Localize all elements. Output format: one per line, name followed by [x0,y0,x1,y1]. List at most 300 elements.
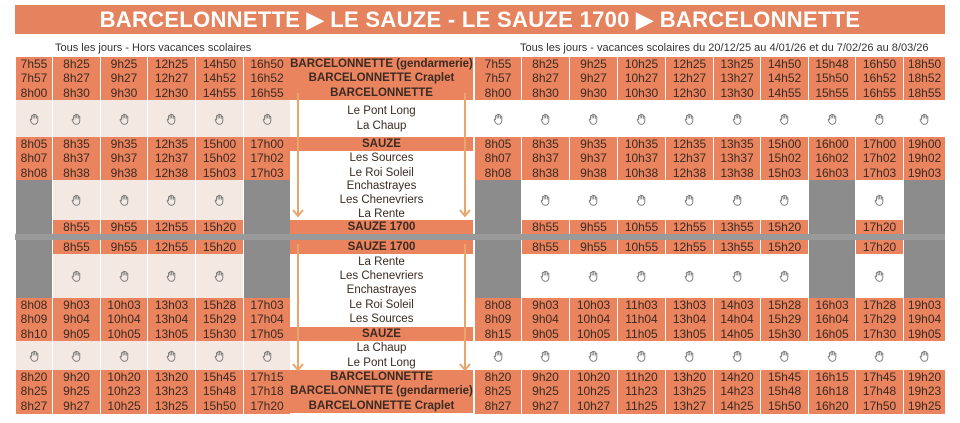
departure-time: 15h02 [202,151,237,166]
departure-time: 16h03 [815,165,849,180]
timetable-section [0,57,960,100]
stop-name: Les Chenevriers [339,193,424,206]
stop-group [290,254,473,298]
time-cell [147,240,195,254]
time-cell [15,57,52,100]
departure-time: 15h29 [767,312,802,327]
time-cell [569,57,617,100]
stop-name: SAUZE 1700 [290,220,473,234]
request-stop-cell [195,100,243,137]
departure-time: 9h04 [532,312,559,327]
departure-time: 15h50 [767,398,802,413]
departure-time: 8h09 [20,312,48,327]
time-cell [760,298,808,341]
departure-time: 15h50 [202,398,237,413]
departure-time: 8h37 [63,151,90,166]
departure-time: 19h04 [907,312,942,327]
departure-time: 8h37 [532,151,559,166]
hand-icon [101,341,147,370]
departure-time: 9h05 [63,326,90,341]
departure-time: 13h25 [720,57,754,71]
hand-icon [53,341,100,370]
departure-time: 15h03 [767,165,802,180]
time-cell [617,57,665,100]
departure-time: 10h04 [576,312,611,327]
stop-name: Le Pont Long [347,105,416,118]
departure-time: 12h55 [154,220,189,234]
stop-group [290,180,473,220]
departure-time: 16h55 [250,85,284,100]
departure-time: 8h07 [20,151,48,166]
stop-name: BARCELONNETTE (gendarmerie) [290,385,473,398]
departure-time: 15h03 [202,165,237,180]
departure-time: 10h03 [107,298,141,312]
hand-icon [16,341,52,370]
departure-time: 15h28 [202,298,237,312]
time-cell [521,137,569,180]
departure-time: 8h08 [20,165,48,180]
time-cell [243,298,290,341]
time-cell [665,137,713,180]
stop-name: BARCELONNETTE [290,370,473,384]
departure-time: 12h35 [672,137,707,151]
time-cell [713,220,760,234]
hand-icon [148,100,195,137]
request-stop-cell [195,180,243,220]
hand-icon [904,100,945,137]
departure-time: 13h04 [672,312,707,327]
departure-time: 16h00 [815,137,849,151]
no-service-cell [903,180,945,220]
departure-time: 8h27 [532,71,559,86]
time-cell [808,57,855,100]
departure-time: 19h00 [907,137,942,151]
departure-time: 14h52 [202,71,237,86]
departure-time: 15h45 [202,370,237,384]
departure-time: 12h25 [672,57,707,71]
timetable-section [0,240,960,254]
time-cell [903,370,945,414]
hand-icon [714,254,760,298]
departure-time: 17h45 [862,370,897,384]
request-stop-cell [100,100,147,137]
time-cell [569,220,617,234]
time-cell [855,370,903,414]
hand-icon [148,180,195,220]
timetable-section [0,180,960,220]
time-cell [147,370,195,414]
stop-group [290,100,473,137]
no-service-cell [474,254,521,298]
hand-icon [666,180,713,220]
hand-icon [53,180,100,220]
departure-time: 17h30 [862,326,897,341]
time-cell [474,137,521,180]
time-cell [100,370,147,414]
stop-name: BARCELONNETTE [290,86,473,100]
hand-icon [196,100,243,137]
departure-time: 14h04 [720,312,754,327]
departure-time: 19h03 [907,298,942,312]
hand-icon [761,341,808,370]
departure-time: 8h00 [484,85,512,100]
departure-time: 12h30 [672,85,707,100]
hand-icon [16,100,52,137]
hand-icon [618,254,665,298]
time-cell [665,57,713,100]
time-cell [52,370,100,414]
departure-time: 16h50 [862,57,897,71]
departure-time: 8h08 [20,298,48,312]
departure-time: 17h20 [862,220,897,234]
hand-icon [570,254,617,298]
time-cell [243,370,290,414]
timetable-section [0,341,960,370]
time-cell [569,298,617,341]
time-cell [15,298,52,341]
request-stop-cell [521,100,569,137]
departure-time: 10h55 [624,240,659,254]
request-stop-cell [713,180,760,220]
time-cell [521,298,569,341]
hand-icon [475,341,521,370]
stop-name: SAUZE [290,137,473,151]
stop-name: Enchastrayes [346,284,417,297]
departure-time: 18h52 [907,71,942,86]
time-cell [15,370,52,414]
request-stop-cell [474,100,521,137]
hand-icon [101,100,147,137]
stop-name: Enchastrayes [346,179,417,192]
request-stop-cell [665,254,713,298]
departure-time: 9h27 [580,71,607,86]
time-cell [521,57,569,100]
request-stop-cell [855,341,903,370]
request-stop-cell [760,341,808,370]
departure-time: 19h05 [907,326,942,341]
time-cell [808,370,855,414]
departure-time: 12h27 [154,71,189,86]
time-cell [617,220,665,234]
departure-time: 9h03 [63,298,90,312]
departure-time: 8h30 [63,85,90,100]
left-caption: Tous les jours - Hors vacances scolaires [55,42,252,54]
departure-time: 10h27 [624,71,659,86]
request-stop-cell [713,341,760,370]
time-cell [760,220,808,234]
stop-name: La Rente [358,208,405,221]
request-stop-cell [617,254,665,298]
departure-time: 13h30 [720,85,754,100]
time-cell [617,137,665,180]
departure-time: 13h55 [720,220,754,234]
time-cell [52,298,100,341]
departure-time: 15h28 [767,298,802,312]
departure-time: 17h20 [862,240,897,254]
time-cell [243,57,290,100]
departure-time: 13h27 [672,398,707,413]
time-cell [147,137,195,180]
departure-time: 8h09 [484,312,512,327]
departure-time: 9h38 [580,165,607,180]
departure-time: 8h08 [484,165,512,180]
request-stop-cell [100,341,147,370]
departure-time: 8h25 [532,57,559,71]
hand-icon [856,180,903,220]
departure-time: 16h03 [815,298,849,312]
hand-icon [666,100,713,137]
departure-time: 17h03 [862,165,897,180]
time-cell [760,370,808,414]
request-stop-cell [760,100,808,137]
hand-icon [618,341,665,370]
hand-icon [618,100,665,137]
time-cell [617,240,665,254]
no-service-cell [808,240,855,254]
stop-name: Les Sources [290,312,473,326]
departure-time: 10h23 [107,384,141,399]
hand-icon [714,180,760,220]
departure-time: 8h08 [484,298,512,312]
departure-time: 16h52 [862,71,897,86]
departure-time: 13h38 [720,165,754,180]
departure-time: 8h10 [20,326,48,341]
departure-time: 16h20 [815,398,849,413]
no-service-cell [474,240,521,254]
hand-icon [570,341,617,370]
time-cell [569,137,617,180]
departure-time: 10h35 [624,137,659,151]
time-cell [903,57,945,100]
departure-time: 9h35 [110,137,138,151]
departure-time: 10h05 [107,326,141,341]
departure-time: 9h03 [532,298,559,312]
hand-icon [809,341,855,370]
departure-time: 15h48 [767,384,802,399]
departure-time: 17h29 [862,312,897,327]
departure-time: 15h45 [767,370,802,384]
time-cell [617,298,665,341]
hand-icon [101,254,147,298]
time-cell [665,220,713,234]
departure-time: 14h03 [720,298,754,312]
time-cell [474,57,521,100]
departure-time: 9h25 [532,384,559,399]
time-cell [52,240,100,254]
request-stop-cell [243,341,290,370]
stop-name: Les Chenevriers [339,269,424,282]
time-cell [855,298,903,341]
hand-icon [522,180,569,220]
no-service-cell [903,220,945,234]
time-cell [474,298,521,341]
departure-time: 9h20 [63,370,90,384]
time-cell [665,240,713,254]
departure-time: 8h20 [20,370,48,384]
no-service-cell [15,254,52,298]
request-stop-cell [521,180,569,220]
time-cell [713,137,760,180]
no-service-cell [903,254,945,298]
departure-time: 9h55 [110,220,138,234]
departure-time: 17h03 [250,298,284,312]
departure-time: 10h03 [576,298,611,312]
no-service-cell [474,180,521,220]
departure-time: 9h27 [110,71,138,86]
stop-name: BARCELONNETTE (gendarmerie) [290,58,473,70]
departure-time: 15h20 [202,220,237,234]
stop-name: Le Roi Soleil [290,166,473,180]
departure-time: 15h48 [202,384,237,399]
request-stop-cell [147,100,195,137]
hand-icon [856,341,903,370]
departure-time: 10h05 [576,326,611,341]
departure-time: 13h05 [672,326,707,341]
departure-time: 14h05 [720,326,754,341]
departure-time: 12h55 [154,240,189,254]
request-stop-cell [855,100,903,137]
time-cell [760,137,808,180]
timetable-section [0,137,960,180]
departure-time: 14h20 [720,370,754,384]
departure-time: 17h15 [250,370,284,384]
no-service-cell [808,220,855,234]
stop-name: Le Roi Soleil [290,298,473,312]
no-service-cell [243,180,290,220]
departure-time: 8h00 [20,85,48,100]
departure-time: 11h23 [625,384,658,399]
request-stop-cell [855,254,903,298]
departure-time: 15h00 [202,137,237,151]
hand-icon [475,100,521,137]
time-cell [52,220,100,234]
departure-time: 8h27 [63,71,90,86]
departure-time: 12h37 [154,151,189,166]
departure-time: 7h55 [20,57,48,71]
hand-icon [196,180,243,220]
time-cell [100,57,147,100]
departure-time: 9h37 [580,151,607,166]
departure-time: 8h55 [532,240,559,254]
departure-time: 8h25 [63,57,90,71]
departure-time: 10h25 [624,57,659,71]
departure-time: 17h02 [862,151,897,166]
time-cell [52,57,100,100]
departure-time: 8h20 [484,370,512,384]
no-service-cell [15,220,52,234]
departure-time: 9h35 [580,137,607,151]
departure-time: 11h04 [625,312,658,327]
request-stop-cell [903,100,945,137]
departure-time: 9h25 [580,57,607,71]
time-cell [195,370,243,414]
stop-name: La Rente [358,255,405,268]
request-stop-cell [243,100,290,137]
departure-time: 12h38 [154,165,189,180]
departure-time: 17h04 [250,312,284,327]
request-stop-cell [617,180,665,220]
hand-icon [570,180,617,220]
departure-time: 8h05 [484,137,512,151]
hand-icon [196,254,243,298]
departure-time: 12h38 [672,165,707,180]
time-cell [100,298,147,341]
time-cell [760,57,808,100]
departure-time: 15h20 [202,240,237,254]
departure-time: 9h27 [532,398,559,413]
hand-icon [196,341,243,370]
time-cell [100,220,147,234]
request-stop-cell [195,254,243,298]
departure-time: 12h27 [672,71,707,86]
departure-time: 15h30 [767,326,802,341]
departure-time: 10h25 [576,384,611,399]
departure-time: 17h28 [862,298,897,312]
departure-time: 10h20 [107,370,141,384]
hand-icon [666,341,713,370]
time-cell [100,137,147,180]
departure-time: 13h55 [720,240,754,254]
departure-time: 9h37 [110,151,138,166]
stop-name: BARCELONNETTE Craplet [290,71,473,85]
time-cell [760,240,808,254]
request-stop-cell [474,341,521,370]
departure-time: 11h25 [625,398,658,413]
hand-icon [53,100,100,137]
departure-time: 16h02 [815,151,849,166]
departure-time: 15h20 [767,220,802,234]
departure-time: 19h25 [907,398,942,413]
request-stop-cell [100,180,147,220]
time-cell [521,220,569,234]
departure-time: 9h55 [580,220,607,234]
departure-time: 9h04 [63,312,90,327]
stop-name: BARCELONNETTE Craplet [290,399,473,413]
hand-icon [809,100,855,137]
departure-time: 17h20 [250,398,284,413]
departure-time: 19h02 [907,151,942,166]
hand-icon [244,341,290,370]
request-stop-cell [665,341,713,370]
departure-time: 15h20 [767,240,802,254]
departure-time: 8h27 [484,398,512,413]
request-stop-cell [808,100,855,137]
departure-time: 17h00 [250,137,284,151]
departure-time: 16h50 [250,57,284,71]
departure-time: 12h55 [672,240,707,254]
departure-time: 11h20 [625,370,658,384]
request-stop-cell [903,341,945,370]
request-stop-cell [569,180,617,220]
time-cell [855,240,903,254]
departure-time: 7h57 [484,71,512,86]
time-cell [808,137,855,180]
departure-time: 15h48 [815,57,849,71]
hand-icon [148,341,195,370]
departure-time: 18h50 [907,57,942,71]
departure-time: 13h05 [154,326,189,341]
departure-time: 16h52 [250,71,284,86]
departure-time: 8h38 [63,165,90,180]
stop-name: La Chaup [356,119,407,132]
hand-icon [244,100,290,137]
departure-time: 10h30 [624,85,659,100]
departure-time: 16h04 [815,312,849,327]
request-stop-cell [521,341,569,370]
hand-icon [101,180,147,220]
departure-time: 13h23 [154,384,189,399]
departure-time: 9h27 [63,398,90,413]
